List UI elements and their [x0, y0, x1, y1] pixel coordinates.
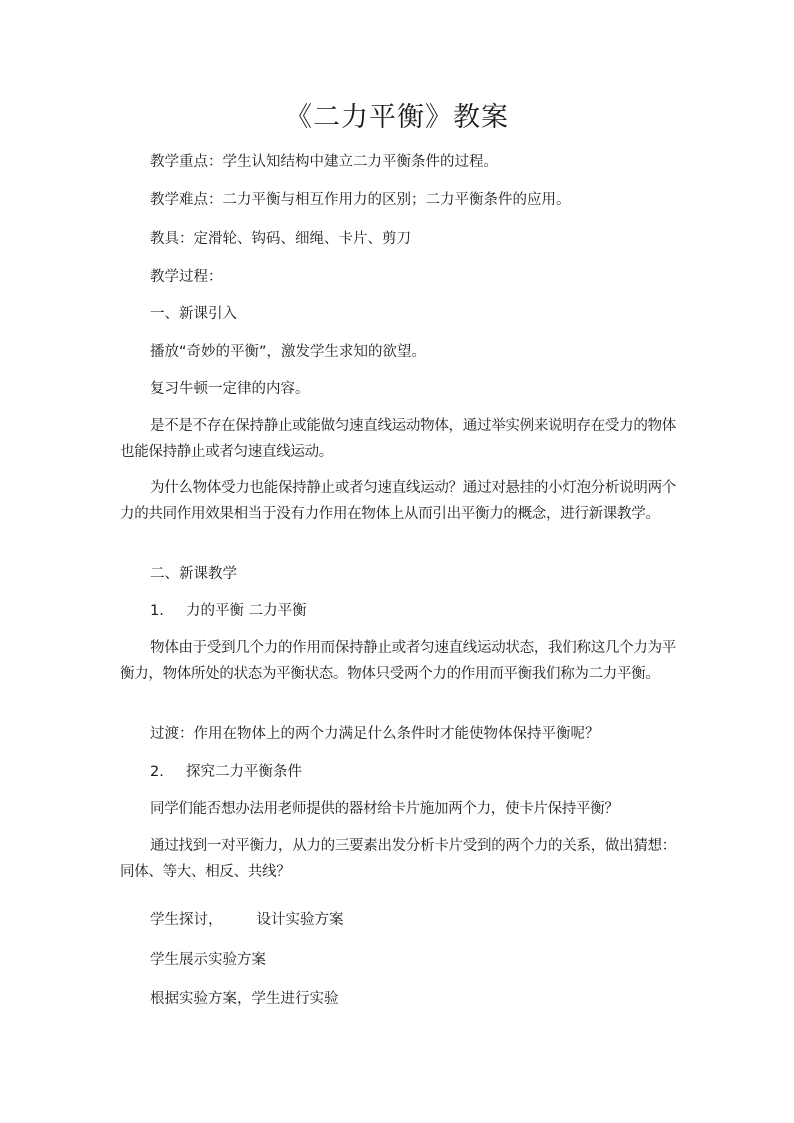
- section1-paragraph-1: 播放“奇妙的平衡”，激发学生求知的欲望。: [150, 344, 427, 360]
- section1-paragraph-2: 复习牛顿一定律的内容。: [150, 381, 310, 397]
- list-item-2-text: 探究二力平衡条件: [186, 764, 302, 780]
- difficulty-line: 教学难点：二力平衡与相互作用力的区别；二力平衡条件的应用。: [150, 192, 571, 208]
- activity-line-1: [120, 907, 676, 933]
- list-item-2-number: 2.: [150, 764, 164, 780]
- list-item-1-number: 1.: [150, 603, 164, 619]
- section1-heading: 一、新课引入: [150, 306, 237, 322]
- list-item-2: [120, 759, 676, 785]
- process-label: 教学过程：: [150, 269, 223, 285]
- activity-1-part-b: 设计实验方案: [256, 912, 344, 928]
- item1-paragraph-1: 物体由于受到几个力的作用而保持静止或者匀速直线运动状态，我们称这几个力为平衡力，物体所处的状态为平衡状态。物体只受两个力的作用而平衡我们称为二力平衡。: [120, 640, 676, 682]
- page-title: 《二力平衡》教案: [285, 102, 509, 133]
- activity-line-2: 学生展示实验方案: [150, 952, 266, 968]
- activity-line-3: 根据实验方案，学生进行实验: [150, 991, 339, 1007]
- section2-heading: 二、新课教学: [150, 566, 237, 582]
- activity-1-part-a: 学生探讨，: [150, 912, 223, 928]
- list-item-1: [120, 598, 676, 624]
- item2-paragraph-2: 通过找到一对平衡力，从力的三要素出发分析卡片受到的两个力的关系，做出猜想：同体、等大、相反、共线？: [120, 838, 676, 880]
- section1-paragraph-3: 是不是不存在保持静止或能做匀速直线运动物体，通过举实例来说明存在受力的物体也能保持静止或者匀速直线运动。: [120, 418, 676, 460]
- item2-paragraph-1: 同学们能否想办法用老师提供的器材给卡片施加两个力，使卡片保持平衡？: [150, 801, 619, 817]
- section1-paragraph-4: 为什么物体受力也能保持静止或者匀速直线运动？通过对悬挂的小灯泡分析说明两个力的共同作用效果相当于没有力作用在物体上从而引出平衡力的概念，进行新课教学。: [120, 480, 676, 522]
- list-item-1-text: 力的平衡 二力平衡: [186, 603, 307, 619]
- tools-line: 教具：定滑轮、钩码、细绳、卡片、剪刀: [150, 231, 411, 247]
- item1-paragraph-2: 过渡：作用在物体上的两个力满足什么条件时才能使物体保持平衡呢？: [150, 726, 600, 742]
- key-point-line: 教学重点：学生认知结构中建立二力平衡条件的过程。: [150, 154, 498, 170]
